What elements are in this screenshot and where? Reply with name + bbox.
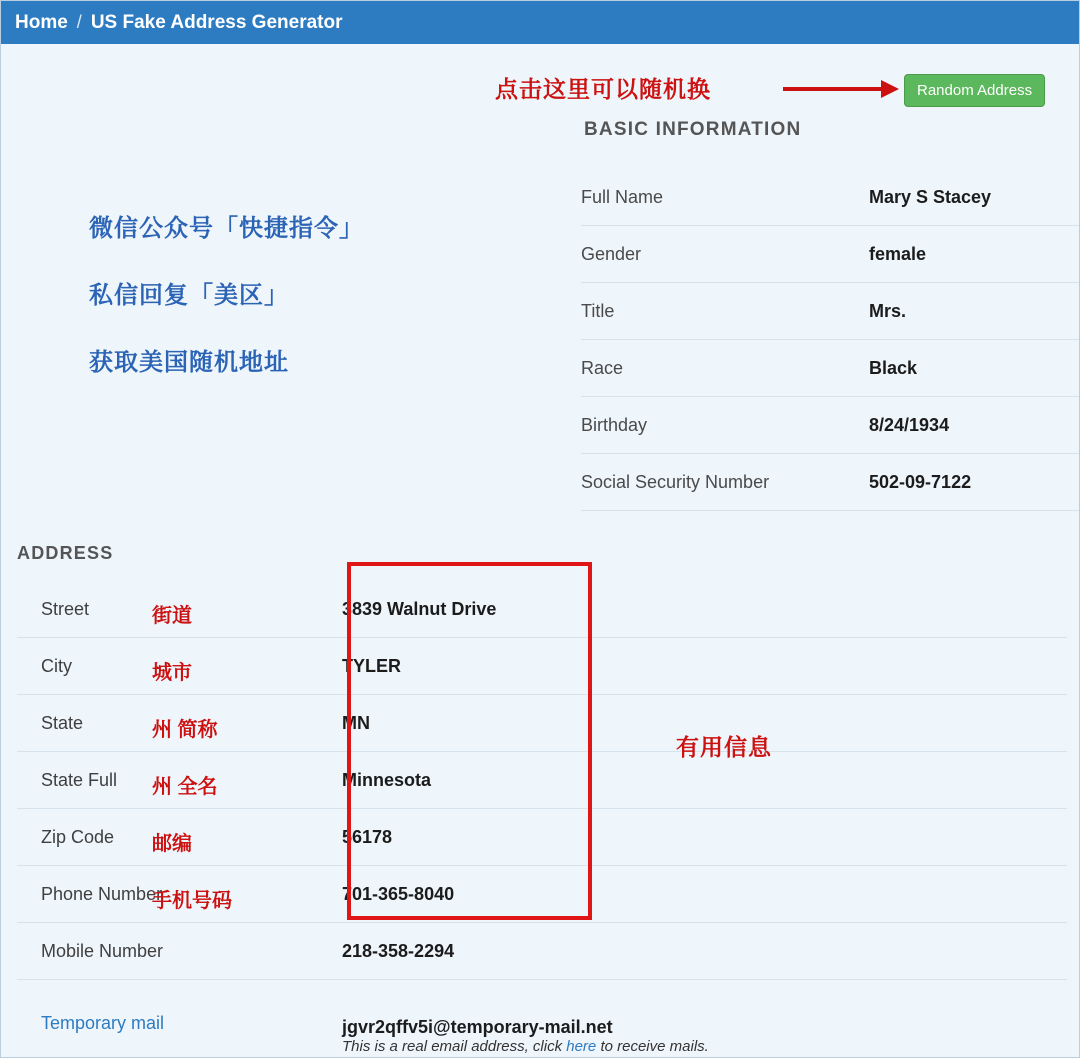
field-value-state: MN [342,712,370,733]
annotation-random-hint: 点击这里可以随机换 [495,76,711,102]
table-row [581,226,1080,283]
field-label-phone-number [17,883,342,912]
breadcrumb-current-page: US Fake Address Generator [90,11,343,33]
random-address-button[interactable]: Random Address [904,74,1045,107]
basic-information-table [581,169,1080,511]
field-label-state-full-text: State Full [41,769,118,790]
field-label-zip-code-text: Zip Code [41,826,115,847]
table-row [17,980,1067,1038]
annotation-phone-cn: 手机号码 [152,889,232,912]
field-label-race: Race [581,357,624,378]
field-value-state-full: Minnesota [342,769,432,790]
field-label-gender: Gender [581,243,642,264]
field-value-phone-number: 701-365-8040 [342,883,455,904]
annotation-arrow-head-icon [881,80,899,98]
temporary-mail-note-before: This is a real email address, click [342,1038,567,1055]
field-value-mobile-number: 218-358-2294 [342,940,455,961]
breadcrumb-home-link[interactable]: Home [15,11,68,33]
table-row [581,454,1080,511]
field-label-mobile-number-text: Mobile Number [41,940,164,961]
table-row [581,397,1080,454]
field-value-title: Mrs. [869,300,907,321]
field-label-full-name: Full Name [581,186,664,207]
annotation-wechat-line-2: 私信回复「美区」 [89,282,289,309]
table-row [581,340,1080,397]
annotation-wechat-line-1: 微信公众号「快捷指令」 [89,215,364,242]
breadcrumb [1,1,1080,44]
address-table [17,581,1067,1058]
field-value-birthday: 8/24/1934 [869,414,950,435]
temporary-mail-note-here-link[interactable]: here [566,1038,597,1055]
table-row [17,923,1067,980]
field-value-street: 3839 Walnut Drive [342,598,497,619]
field-label-state [17,712,342,741]
table-row [581,169,1080,226]
table-row [17,638,1067,695]
table-row [17,809,1067,866]
field-label-temporary-mail [17,1013,342,1038]
temporary-mail-note-after: to receive mails. [596,1038,709,1055]
field-label-zip-code [17,826,342,855]
field-value-gender: female [869,243,927,264]
annotation-state-full-cn: 州 全名 [152,775,218,798]
field-label-birthday: Birthday [581,414,648,435]
field-label-title: Title [581,300,615,321]
field-label-ssn: Social Security Number [581,471,770,492]
basic-information-title: BASIC INFORMATION [584,119,802,140]
table-row [17,695,1067,752]
annotation-zip-cn: 邮编 [152,832,192,855]
annotation-state-cn: 州 简称 [152,718,218,741]
annotation-useful-info: 有用信息 [676,734,772,760]
field-value-temporary-mail: jgvr2qffv5i@temporary-mail.net [342,1017,613,1037]
field-label-phone-number-text: Phone Number [41,883,163,904]
temporary-mail-note [342,1038,709,1055]
field-label-city-text: City [41,655,72,676]
annotation-street-cn: 街道 [152,604,192,627]
table-row [17,581,1067,638]
field-value-temporary-mail-group [342,1017,613,1038]
annotation-wechat-line-3: 获取美国随机地址 [89,349,289,376]
field-value-city: TYLER [342,655,402,676]
table-row [17,866,1067,923]
table-row [581,283,1080,340]
field-label-city [17,655,342,684]
breadcrumb-separator: / [76,12,82,32]
address-section-title: ADDRESS [17,543,114,563]
field-label-mobile-number [17,941,342,962]
field-label-street-text: Street [41,598,90,619]
field-label-state-full [17,769,342,798]
field-value-full-name: Mary S Stacey [869,186,992,207]
field-value-race: Black [869,357,918,378]
annotation-arrow-line [783,87,893,91]
field-label-street [17,598,342,627]
table-row [17,752,1067,809]
annotation-city-cn: 城市 [152,661,192,684]
field-value-ssn: 502-09-7122 [869,471,972,492]
field-label-state-text: State [41,712,84,733]
temporary-mail-link[interactable]: Temporary mail [41,1013,165,1033]
temporary-mail-note-row [17,1038,1067,1058]
field-value-zip-code: 56178 [342,826,393,847]
